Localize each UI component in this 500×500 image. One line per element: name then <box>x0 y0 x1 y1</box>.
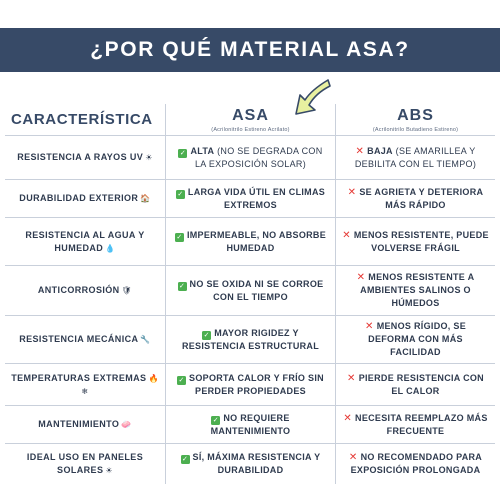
feature-emoji-icon: 🧼 <box>121 420 132 429</box>
feature-emoji-icon: ☀ <box>145 153 153 162</box>
comparison-table <box>5 104 495 484</box>
abs-value: ✕ NO RECOMENDADO PARA EXPOSICIÓN PROLONGADA <box>348 452 483 475</box>
feature-label: IDEAL USO EN PANELES SOLARES ☀ <box>26 452 144 475</box>
cross-icon: ✕ <box>365 321 374 332</box>
asa-value: ✓ NO REQUIERE MANTENIMIENTO <box>210 412 291 436</box>
cross-icon: ✕ <box>347 186 357 198</box>
feature-label: RESISTENCIA AL AGUA Y HUMEDAD 💧 <box>25 229 145 253</box>
feature-emoji-icon: ☀ <box>105 466 113 475</box>
table-row-abs <box>335 136 495 180</box>
page-title: ¿POR QUÉ MATERIAL ASA? <box>90 38 410 61</box>
check-icon: ✓ <box>203 331 210 339</box>
cross-icon: ✕ <box>355 145 365 157</box>
table-row-feature <box>5 444 165 484</box>
check-icon: ✓ <box>179 149 187 157</box>
table-row-feature <box>5 218 165 266</box>
abs-value: ✕ PIERDE RESISTENCIA CON EL CALOR <box>347 372 484 396</box>
cross-icon: ✕ <box>342 229 351 241</box>
table-row-asa <box>165 364 335 406</box>
abs-value: ✕ MENOS RESISTENTE A AMBIENTES SALINOS O HÚMEDOS <box>356 272 475 308</box>
feature-label: RESISTENCIA A RAYOS UV ☀ <box>17 152 153 162</box>
asa-value: ✓ SÍ, MÁXIMA RESISTENCIA Y DURABILIDAD <box>181 452 321 475</box>
table-row-abs <box>335 266 495 316</box>
table-row-abs <box>335 364 495 406</box>
abs-value: ✕ BAJA (SE AMARILLEA Y DEBILITA CON EL TIEMPO) <box>354 145 477 169</box>
check-icon: ✓ <box>177 190 184 198</box>
abs-value: ✕ NECESITA REEMPLAZO MÁS FRECUENTE <box>343 412 488 436</box>
table-row-asa <box>165 266 335 316</box>
table-row-abs <box>335 316 495 364</box>
cross-icon: ✕ <box>356 272 366 283</box>
table-row-feature <box>5 136 165 180</box>
table-row-asa <box>165 406 335 444</box>
table-row-asa <box>165 316 335 364</box>
abs-value: ✕ MENOS RÍGIDO, SE DEFORMA CON MÁS FACILIDAD <box>365 321 466 357</box>
check-icon: ✓ <box>178 282 186 290</box>
check-icon: ✓ <box>178 376 185 384</box>
table-row-feature <box>5 266 165 316</box>
feature-label: DURABILIDAD EXTERIOR 🏠 <box>19 193 151 203</box>
cross-icon: ✕ <box>347 372 356 384</box>
asa-value: ✓ NO SE OXIDA NI SE CORROE CON EL TIEMPO <box>178 278 324 302</box>
table-row-asa <box>165 218 335 266</box>
asa-value: ✓ IMPERMEABLE, NO ABSORBE HUMEDAD <box>176 229 327 253</box>
table-row-feature <box>5 180 165 218</box>
feature-label: MANTENIMIENTO 🧼 <box>38 419 132 429</box>
asa-value: ✓ SOPORTA CALOR Y FRÍO SIN PERDER PROPIEDADES <box>178 372 324 396</box>
cross-icon: ✕ <box>343 412 353 424</box>
header-asa-full: (Acrilonitrilo Estireno Acrilato) <box>211 126 290 133</box>
table-row-feature <box>5 364 165 406</box>
title-banner <box>0 28 500 72</box>
asa-value: ✓ MAYOR RIGIDEZ Y RESISTENCIA ESTRUCTURAL <box>181 327 320 351</box>
table-row-feature <box>5 316 165 364</box>
check-icon: ✓ <box>176 233 183 241</box>
cross-icon: ✕ <box>348 452 358 463</box>
header-abs-name: ABS <box>397 106 434 124</box>
table-row-abs <box>335 444 495 484</box>
feature-label: ANTICORROSIÓN 🛡 <box>37 285 133 295</box>
check-icon: ✓ <box>181 456 189 463</box>
table-row-abs <box>335 406 495 444</box>
header-feature-label: CARACTERÍSTICA <box>11 111 153 128</box>
table-row-asa <box>165 180 335 218</box>
abs-value: ✕ SE AGRIETA Y DETERIORA MÁS RÁPIDO <box>347 186 484 210</box>
header-feature <box>5 104 165 136</box>
header-asa-name: ASA <box>232 106 269 124</box>
feature-emoji-icon: 🔧 <box>140 335 151 344</box>
feature-emoji-icon: 💧 <box>105 243 116 253</box>
feature-emoji-icon: 🏠 <box>140 194 151 203</box>
feature-emoji-icon: 🛡 <box>121 286 133 295</box>
feature-label: TEMPERATURAS EXTREMAS 🔥❄ <box>11 372 159 396</box>
table-row-asa <box>165 136 335 180</box>
table-row-abs <box>335 180 495 218</box>
asa-value: ✓ ALTA (NO SE DEGRADA CON LA EXPOSICIÓN SOLAR) <box>179 145 323 169</box>
header-asa <box>165 104 335 136</box>
check-icon: ✓ <box>212 416 219 424</box>
header-abs-full: (Acrilonitrilo Butadieno Estireno) <box>372 126 459 133</box>
table-row-feature <box>5 406 165 444</box>
table-row-abs <box>335 218 495 266</box>
feature-emoji-icon: 🔥❄ <box>81 373 159 396</box>
header-abs <box>335 104 495 136</box>
feature-label: RESISTENCIA MECÁNICA 🔧 <box>19 334 151 344</box>
abs-value: ✕ MENOS RESISTENTE, PUEDE VOLVERSE FRÁGIL <box>342 229 489 253</box>
asa-value: ✓ LARGA VIDA ÚTIL EN CLIMAS EXTREMOS <box>177 186 326 210</box>
table-row-asa <box>165 444 335 484</box>
